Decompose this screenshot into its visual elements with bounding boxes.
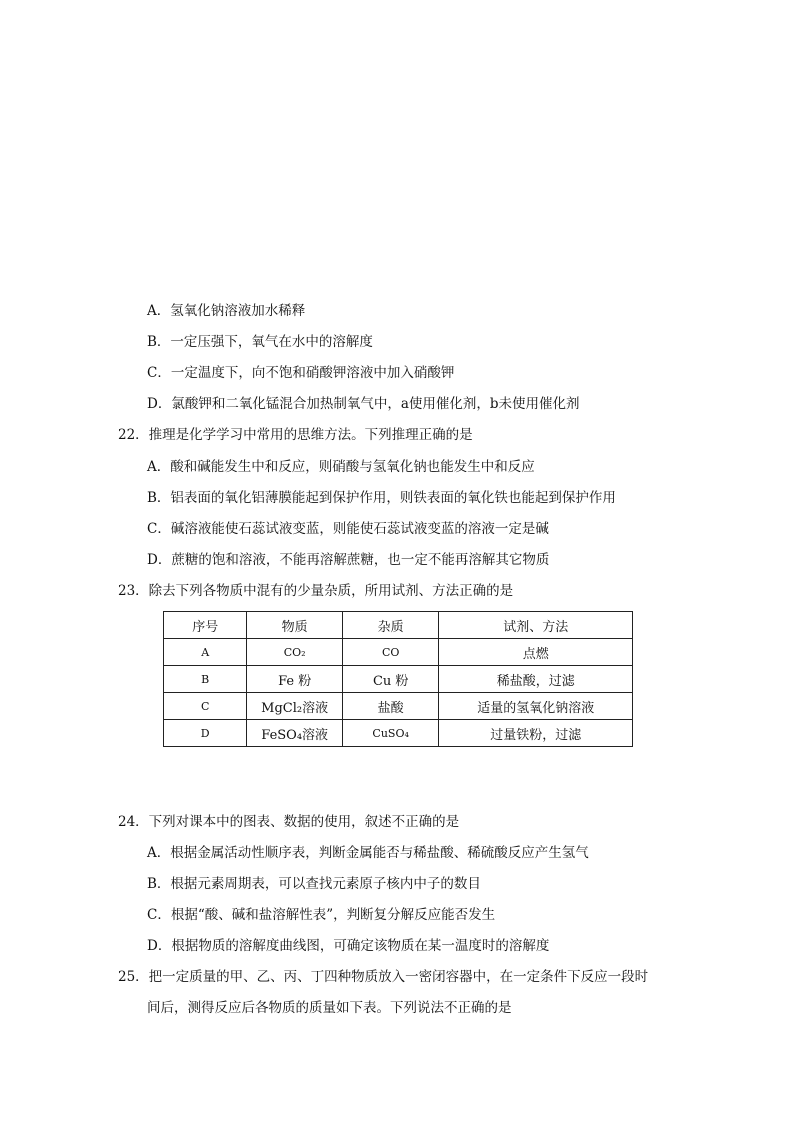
table-row xyxy=(164,720,633,747)
table-cell: B xyxy=(164,666,247,693)
table-cell: CuSO₄ xyxy=(342,720,438,747)
q24-option-a: A．根据金属活动性顺序表，判断金属能否与稀盐酸、稀硫酸反应产生氢气 xyxy=(147,845,589,861)
q22-stem: 22．推理是化学学习中常用的思维方法。下列推理正确的是 xyxy=(118,427,473,443)
table-cell: 稀盐酸，过滤 xyxy=(439,666,633,693)
q21-option-a: A．氢氧化钠溶液加水稀释 xyxy=(147,303,306,319)
table-cell: 盐酸 xyxy=(342,693,438,720)
q24-option-b: B．根据元素周期表，可以查找元素原子核内中子的数目 xyxy=(147,876,481,892)
q23-stem: 23．除去下列各物质中混有的少量杂质，所用试剂、方法正确的是 xyxy=(118,583,514,599)
table-cell: 过量铁粉，过滤 xyxy=(439,720,633,747)
table-header: 杂质 xyxy=(342,612,438,639)
table-cell: 适量的氢氧化钠溶液 xyxy=(439,693,633,720)
table-cell: FeSO₄溶液 xyxy=(247,720,343,747)
table-cell: Fe 粉 xyxy=(247,666,343,693)
table-header-row xyxy=(164,612,633,639)
table-cell: C xyxy=(164,693,247,720)
q24-stem: 24．下列对课本中的图表、数据的使用，叙述不正确的是 xyxy=(118,814,460,830)
table-cell: CO₂ xyxy=(247,639,343,666)
table-row xyxy=(164,666,633,693)
table-cell: CO xyxy=(342,639,438,666)
q22-option-b: B．铝表面的氧化铝薄膜能起到保护作用，则铁表面的氧化铁也能起到保护作用 xyxy=(147,490,616,506)
table-cell: A xyxy=(164,639,247,666)
q22-option-a: A．酸和碱能发生中和反应，则硝酸与氢氧化钠也能发生中和反应 xyxy=(147,459,535,475)
q24-option-d: D．根据物质的溶解度曲线图，可确定该物质在某一温度时的溶解度 xyxy=(147,938,550,954)
q24-option-c: C．根据“酸、碱和盐溶解性表”，判断复分解反应能否发生 xyxy=(147,907,496,923)
table-cell: 点燃 xyxy=(439,639,633,666)
q21-option-d: D．氯酸钾和二氧化锰混合加热制氧气中，a使用催化剂，b未使用催化剂 xyxy=(147,396,580,412)
impurity-table xyxy=(163,611,633,747)
q21-option-b: B．一定压强下，氧气在水中的溶解度 xyxy=(147,334,373,350)
q22-option-c: C．碱溶液能使石蕊试液变蓝，则能使石蕊试液变蓝的溶液一定是碱 xyxy=(147,521,549,537)
table-cell: MgCl₂溶液 xyxy=(247,693,343,720)
table-header: 物质 xyxy=(247,612,343,639)
table-row xyxy=(164,693,633,720)
table-cell: D xyxy=(164,720,247,747)
table-cell: Cu 粉 xyxy=(342,666,438,693)
table-header: 序号 xyxy=(164,612,247,639)
q25-stem-line2: 间后，测得反应后各物质的质量如下表。下列说法不正确的是 xyxy=(147,1000,512,1016)
q22-option-d: D．蔗糖的饱和溶液，不能再溶解蔗糖，也一定不能再溶解其它物质 xyxy=(147,552,550,568)
q25-stem-line1: 25．把一定质量的甲、乙、丙、丁四种物质放入一密闭容器中，在一定条件下反应一段时 xyxy=(118,969,649,985)
q21-option-c: C．一定温度下，向不饱和硝酸钾溶液中加入硝酸钾 xyxy=(147,365,455,381)
table-row xyxy=(164,639,633,666)
table-header: 试剂、方法 xyxy=(439,612,633,639)
